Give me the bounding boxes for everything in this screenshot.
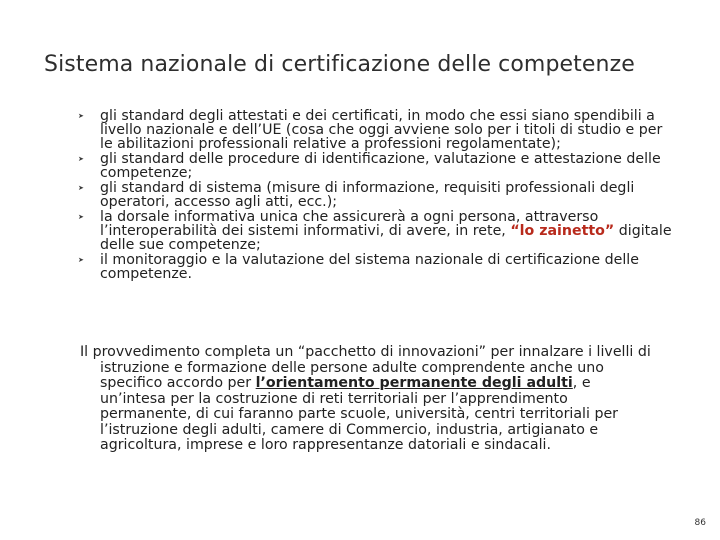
arrow-bullet-icon: ➤ (78, 213, 84, 222)
bullet-text: gli standard di sistema (misure di informazione, requisiti professionali degli operatori, accesso agli atti, ecc.); (100, 179, 635, 210)
list-item (78, 179, 678, 210)
slide-title: Sistema nazionale di certificazione delle competenze (44, 52, 635, 77)
list-item (78, 251, 678, 282)
arrow-bullet-icon: ➤ (78, 112, 84, 120)
zainetto-highlight: “lo zainetto” (510, 222, 615, 239)
summary-paragraph (80, 345, 660, 454)
paragraph-after: , e un’intesa per la costruzione di reti territoriali per l’apprendimento permanente, di cui faranno parte scuole, università, centri territoriali per l’istruzione degli adulti, camere di Commercio, industria, artigianato e agricoltura, imprese e loro rappresentanze datoriali e sindacali. (100, 375, 619, 453)
list-item (78, 150, 678, 181)
bullet-text-after: digitale delle sue competenze; (100, 222, 672, 253)
bullet-text: il monitoraggio e la valutazione del sistema nazionale di certificazione delle competenze. (100, 251, 639, 282)
bullet-text: gli standard degli attestati e dei certificati, in modo che essi siano spendibili a livello nazionale e dell’UE (cosa che oggi avviene solo per i titoli di studio e per le abilitazioni professionali relative a professioni regolamentate); (100, 108, 663, 152)
bullet-text-before: la dorsale informativa unica che assicurerà a ogni persona, attraverso l’interoperabilità dei sistemi informativi, di avere, in rete, (100, 209, 599, 239)
paragraph-before: Il provvedimento completa un “pacchetto di innovazioni” per innalzare i livelli di istruzione e formazione delle persone adulte comprendente anche uno specifico accordo per (80, 344, 651, 391)
list-item (78, 211, 678, 252)
arrow-bullet-icon: ➤ (78, 154, 84, 163)
arrow-bullet-icon: ➤ (78, 255, 84, 264)
page-number: 86 (694, 518, 706, 528)
arrow-bullet-icon: ➤ (78, 183, 84, 192)
bullet-list (78, 110, 678, 283)
paragraph-emphasis: l’orientamento permanente degli adulti (255, 375, 573, 391)
bullet-text (100, 209, 672, 253)
list-item (78, 110, 678, 151)
bullet-text: gli standard delle procedure di identificazione, valutazione e attestazione delle competenze; (100, 150, 661, 181)
